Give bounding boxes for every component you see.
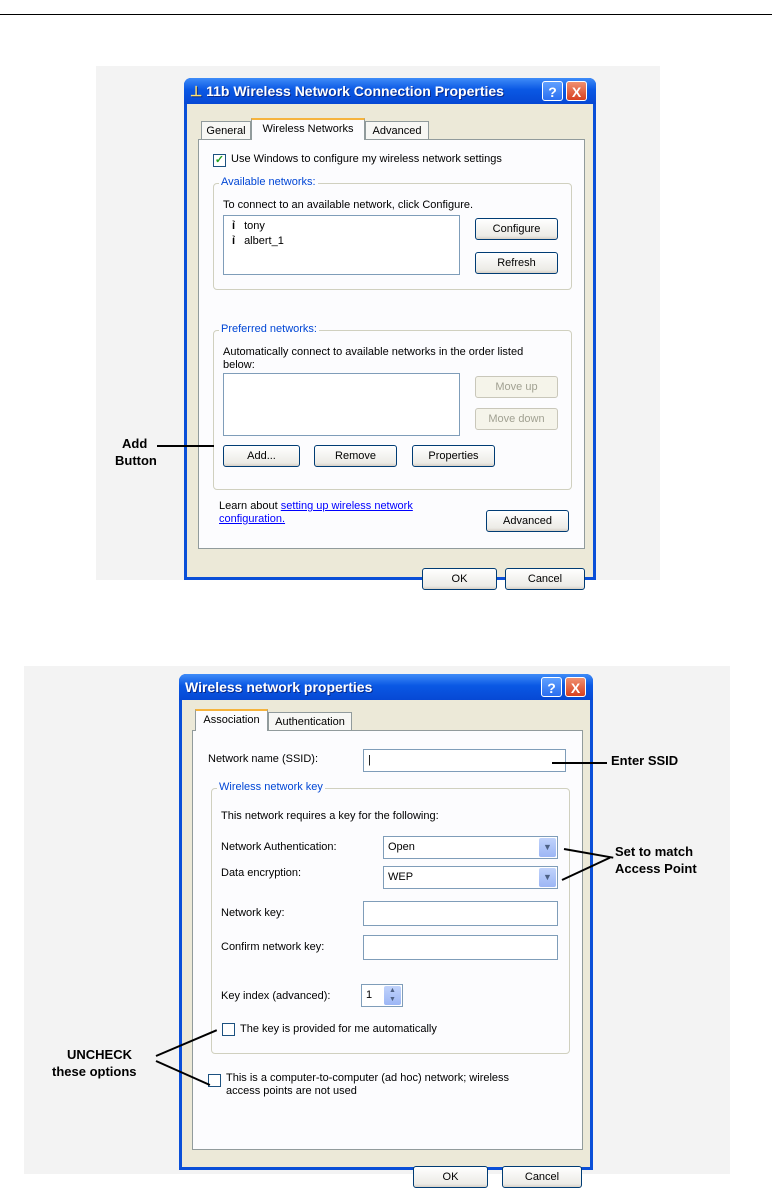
use-windows-checkbox[interactable]: ✓ <box>214 154 225 166</box>
auth-value: Open <box>388 841 415 853</box>
close-button[interactable]: X <box>566 81 587 101</box>
annotation-add-pointer <box>157 445 214 447</box>
auto-key-label: The key is provided for me automatically <box>240 1023 437 1035</box>
learn-link[interactable]: setting up wireless network <box>280 500 413 512</box>
ssid-input[interactable]: | <box>363 749 566 772</box>
title-bar[interactable] <box>184 78 596 104</box>
title-bar[interactable] <box>179 674 593 700</box>
properties-button[interactable]: Properties <box>412 445 495 467</box>
cancel-button[interactable]: Cancel <box>502 1166 582 1188</box>
annotation-uncheck: UNCHECK <box>67 1047 132 1062</box>
confirm-key-label: Confirm network key: <box>221 941 325 953</box>
chevron-down-icon[interactable]: ▼ <box>539 868 556 887</box>
available-networks-legend: Available networks: <box>221 176 316 188</box>
key-index-value: 1 <box>366 989 373 1001</box>
annotation-access-point: Access Point <box>615 861 697 876</box>
chevron-down-icon[interactable]: ▼ <box>539 838 556 857</box>
page-top-rule <box>0 14 772 15</box>
tab-advanced[interactable]: Advanced <box>365 121 429 140</box>
window-title: ⊥ 11b Wireless Network Connection Properties <box>190 83 504 99</box>
network-icon: ⊥ <box>190 83 203 99</box>
move-up-button[interactable]: Move up <box>475 376 558 398</box>
ok-button[interactable]: OK <box>422 568 497 590</box>
tab-association[interactable]: Association <box>195 709 268 731</box>
help-button[interactable]: ? <box>541 677 562 697</box>
auto-key-checkbox[interactable] <box>222 1023 235 1036</box>
preferred-networks-list[interactable] <box>223 373 460 436</box>
annotation-these-options: these options <box>52 1064 137 1079</box>
tab-general[interactable]: General <box>201 121 251 140</box>
window-body <box>187 104 593 585</box>
help-button[interactable]: ? <box>542 81 563 101</box>
network-key-label: Network key: <box>221 907 285 919</box>
adhoc-checkbox[interactable] <box>208 1074 221 1087</box>
adhoc-label-line2: access points are not used <box>226 1085 357 1097</box>
remove-button[interactable]: Remove <box>314 445 397 467</box>
association-panel <box>192 730 583 1150</box>
confirm-key-input[interactable] <box>363 935 558 960</box>
auth-select[interactable] <box>383 836 558 859</box>
encryption-label: Data encryption: <box>221 867 302 879</box>
antenna-icon: ỉ <box>232 235 236 247</box>
auth-label: Network Authentication: <box>221 841 337 853</box>
close-button[interactable]: X <box>565 677 586 697</box>
learn-about-line1: Learn about setting up wireless network <box>219 500 413 512</box>
learn-link-line2[interactable]: configuration. <box>219 513 286 525</box>
list-item[interactable]: ỉ albert_1 <box>232 235 284 247</box>
network-key-input[interactable] <box>363 901 558 926</box>
adhoc-label-line1: This is a computer-to-computer (ad hoc) network; wireless <box>226 1072 510 1084</box>
configure-button[interactable]: Configure <box>475 218 558 240</box>
annotation-enter-ssid: Enter SSID <box>611 753 679 768</box>
antenna-icon: ỉ <box>232 220 236 232</box>
use-windows-label: Use Windows to configure my wireless network settings <box>231 153 502 165</box>
refresh-button[interactable]: Refresh <box>475 252 558 274</box>
key-index-stepper[interactable] <box>361 984 403 1007</box>
preferred-networks-legend: Preferred networks: <box>221 323 317 335</box>
window-body <box>182 700 590 1183</box>
window-title: Wireless network properties <box>185 679 373 695</box>
connection-properties-window <box>184 78 596 585</box>
key-instruction: This network requires a key for the following: <box>221 810 439 822</box>
spinner-arrows-icon[interactable]: ▲ ▼ <box>384 986 401 1005</box>
wireless-network-properties-window <box>179 674 593 1183</box>
ssid-label: Network name (SSID): <box>208 753 319 765</box>
tab-authentication[interactable]: Authentication <box>268 712 352 731</box>
wireless-networks-panel <box>198 139 585 549</box>
available-instruction: To connect to an available network, click Configure. <box>223 199 474 211</box>
annotation-add: Add <box>122 436 148 451</box>
key-index-label: Key index (advanced): <box>221 990 331 1002</box>
ok-button[interactable]: OK <box>413 1166 488 1188</box>
available-networks-list[interactable] <box>223 215 460 275</box>
annotation-ssid-pointer <box>552 762 607 764</box>
annotation-set-to-match: Set to match <box>615 844 694 859</box>
encryption-value: WEP <box>388 871 414 883</box>
wireless-key-legend: Wireless network key <box>219 781 323 793</box>
advanced-button[interactable]: Advanced <box>486 510 569 532</box>
cancel-button[interactable]: Cancel <box>505 568 585 590</box>
list-item[interactable]: ỉ tony <box>232 220 265 232</box>
move-down-button[interactable]: Move down <box>475 408 558 430</box>
add-button[interactable]: Add... <box>223 445 300 467</box>
preferred-instruction-line2: below: <box>223 359 255 371</box>
annotation-button: Button <box>115 453 157 468</box>
encryption-select[interactable] <box>383 866 558 889</box>
preferred-instruction-line1: Automatically connect to available networks in the order listed <box>223 346 524 358</box>
tab-wireless-networks[interactable]: Wireless Networks <box>251 118 365 140</box>
